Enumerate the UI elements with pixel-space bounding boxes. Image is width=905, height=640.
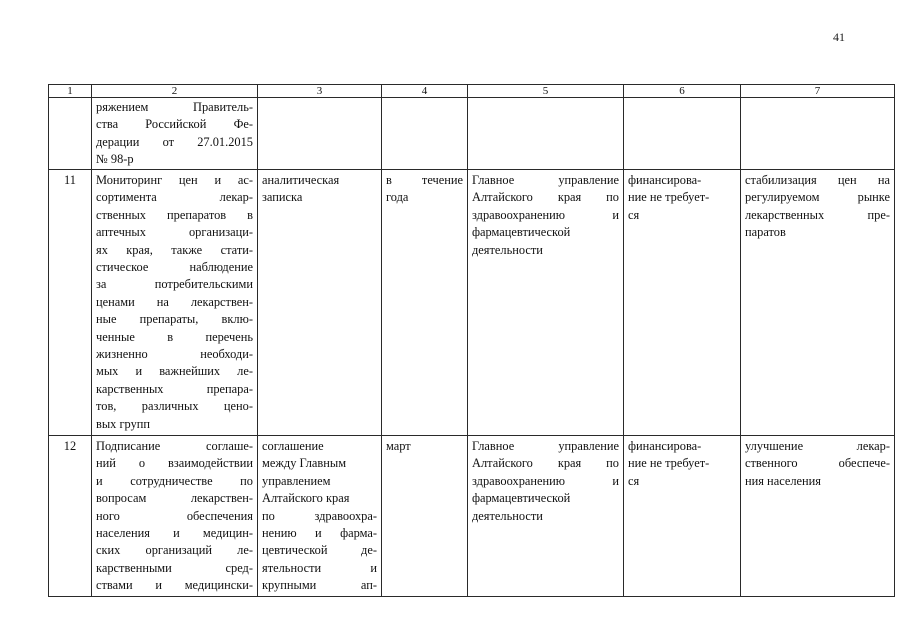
document-line: записка [262,190,303,205]
event-line: мых и важнейших ле- [96,364,253,379]
result-cell [741,170,895,436]
document-line: между Главным [262,456,347,471]
executor-line: Алтайского края по [472,190,619,205]
executor-cell [468,170,624,436]
document-line: соглашение [262,439,324,453]
event-line: вопросам лекарствен- [96,491,253,506]
event-line: карственных препара- [96,381,253,396]
event-line: вых групп [96,416,151,431]
event-line: Мониторинг цен и ас- [96,173,253,187]
document-line: аналитическая [262,173,340,187]
financing-line: ние не требует- [628,456,710,471]
financing-cell [624,436,741,597]
document-cell [258,98,382,170]
column-number: 4 [382,85,468,98]
financing-line: ся [628,473,640,488]
row-number-cell: 11 [49,170,92,436]
document-line: управлением [262,473,331,488]
event-line: ственных препаратов в [96,207,253,222]
event-line: карственными сред- [96,560,253,575]
executor-line: здравоохранению и [472,473,619,488]
column-number: 3 [258,85,382,98]
result-line: стабилизация цен на [745,173,890,187]
executor-line: здравоохранению и [472,207,619,222]
result-line: паратов [745,225,786,240]
row-number-cell [49,98,92,170]
executor-line: деятельности [472,242,543,257]
executor-cell [468,436,624,597]
column-number-row [49,85,895,98]
document-line: по здравоохра- [262,508,377,523]
executor-cell [468,98,624,170]
deadline-line: года [386,190,409,205]
deadline-cell [382,436,468,597]
document-cell [258,170,382,436]
column-number: 6 [624,85,741,98]
row-number-cell: 12 [49,436,92,597]
measures-table [48,84,895,597]
column-number: 2 [92,85,258,98]
event-line: тов, различных цено- [96,399,253,414]
financing-line: ние не требует- [628,190,710,205]
column-number: 7 [741,85,895,98]
executor-line: Главное управление [472,439,619,453]
event-line: ствами и медицински- [96,578,253,593]
document-line: цевтической де- [262,543,377,558]
event-cell [92,436,258,597]
document-line: ятельности и [262,560,377,575]
document-line: нению и фарма- [262,526,377,541]
document-line: крупными ап- [262,578,377,593]
result-line: лекарственных пре- [745,207,890,222]
result-cell [741,98,895,170]
column-number: 5 [468,85,624,98]
financing-line: ся [628,207,640,222]
event-line: ских организаций ле- [96,543,253,558]
event-line: сортимента лекар- [96,190,253,205]
document-cell [258,436,382,597]
financing-cell [624,170,741,436]
event-line: и сотрудничестве по [96,473,253,488]
financing-line: финансирова- [628,439,702,453]
event-line: ний о взаимодействии [96,456,253,471]
event-line: ценами на лекарствен- [96,294,253,309]
executor-line: Алтайского края по [472,456,619,471]
result-line: улучшение лекар- [745,439,890,453]
deadline-line: в течение [386,173,463,187]
result-line: ния населения [745,473,821,488]
event-line: населения и медицин- [96,526,253,541]
event-line: Подписание соглаше- [96,439,253,453]
executor-line: фармацевтической [472,491,571,506]
page-number: 41 [833,30,845,44]
event-line: стическое наблюдение [96,260,253,275]
event-line: ях края, также стати- [96,242,253,257]
event-cell [92,98,258,170]
event-line: ного обеспечения [96,508,253,523]
table-row [49,98,895,170]
event-line: за потребительскими [96,277,253,292]
executor-line: Главное управление [472,173,619,187]
event-cell [92,170,258,436]
event-line: ства Российской Фе- [96,117,253,132]
result-line: ственного обеспече- [745,456,890,471]
financing-cell [624,98,741,170]
event-line: ные препараты, вклю- [96,312,253,327]
event-line: № 98-р [96,152,134,167]
table-row [49,436,895,597]
deadline-cell [382,170,468,436]
result-line: регулируемом рынке [745,190,890,205]
financing-line: финансирова- [628,173,702,187]
executor-line: деятельности [472,508,543,523]
column-number: 1 [49,85,92,98]
event-line: ченные в перечень [96,329,253,344]
deadline-cell [382,98,468,170]
event-line: жизненно необходи- [96,347,253,362]
event-line: дерации от 27.01.2015 [96,134,253,149]
event-line: аптечных организаци- [96,225,253,240]
table-row [49,170,895,436]
event-line: ряжением Правитель- [96,100,253,114]
document-line: Алтайского края [262,491,350,506]
executor-line: фармацевтической [472,225,571,240]
result-cell [741,436,895,597]
deadline-line: март [386,439,411,453]
